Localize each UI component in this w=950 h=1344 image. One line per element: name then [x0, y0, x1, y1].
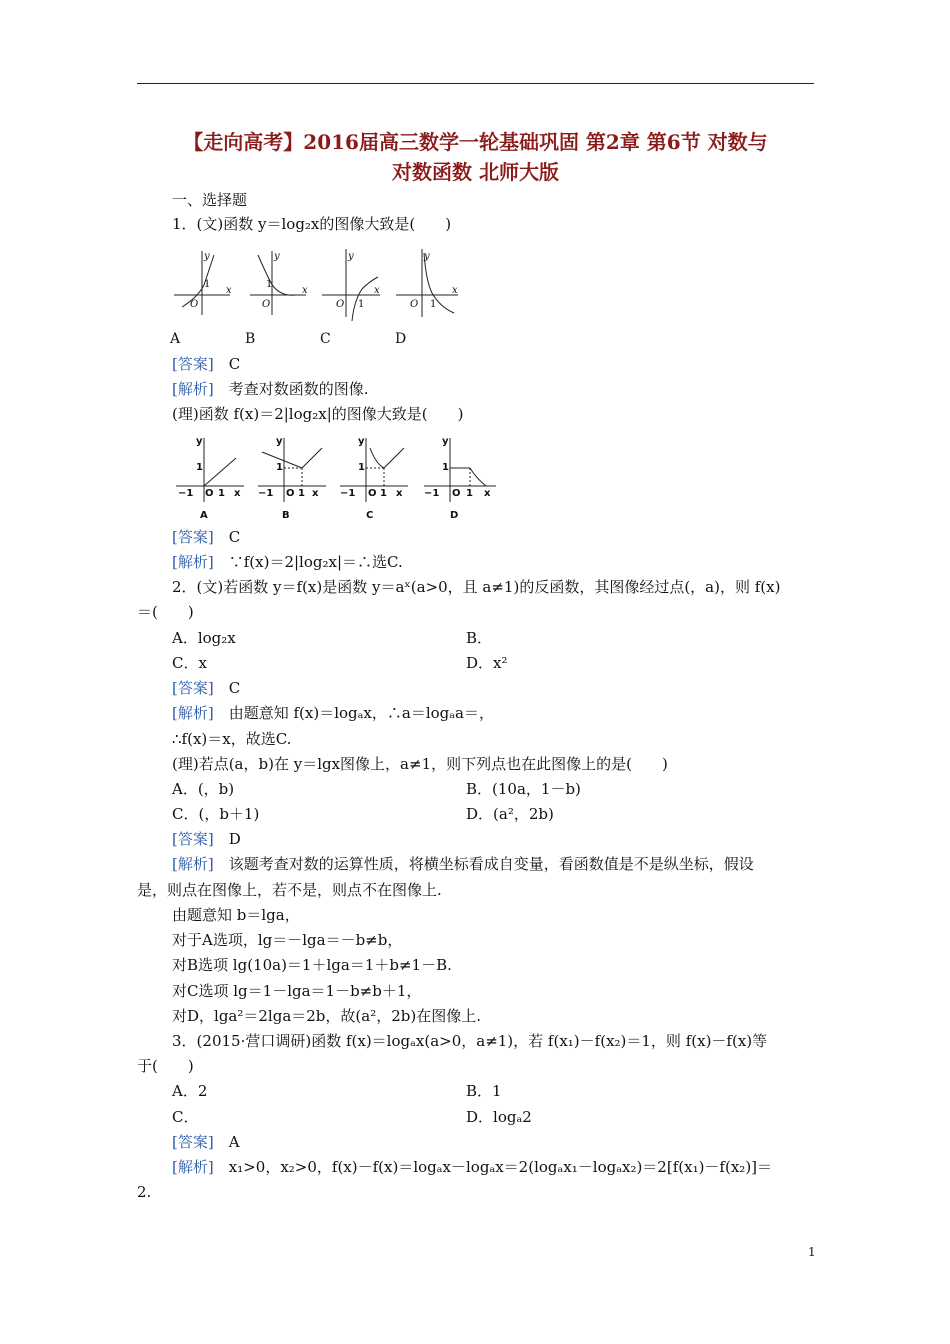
svg-text:O: O: [336, 299, 345, 310]
q1-answer: C: [228, 355, 241, 373]
q2-li-analysis-6: 对C选项 lg＝1－lga＝1－b≠b＋1，: [172, 982, 422, 1000]
q1-li-analysis: ∵f(x)＝2|log₂x|＝∴选C.: [228, 553, 403, 571]
svg-text:x: x: [452, 285, 458, 296]
q2-analysis-2: ∴f(x)＝x，故选C.: [172, 730, 292, 748]
q1-li-answer-tag: [答案]: [172, 528, 214, 546]
q1-answer-tag: [答案]: [172, 355, 214, 373]
svg-text:O: O: [205, 488, 214, 499]
q3-stem-1: 3．(2015·营口调研)函数 f(x)＝logₐx(a>0，a≠1)，若 f(x₁)－f(x₂)＝1，则 f(x)－f(x)等: [172, 1032, 768, 1050]
svg-text:x: x: [374, 285, 380, 296]
q1-li-answer: C: [228, 528, 241, 546]
q2-analysis-tag: [解析]: [172, 704, 214, 722]
q2-li-answer: D: [228, 830, 241, 848]
q2-option-b: B．: [466, 629, 493, 647]
q2-li-analysis-5: 对B选项 lg(10a)＝1＋lga＝1＋b≠1－B.: [172, 956, 452, 974]
q3-option-d: D．logₐ2: [466, 1108, 532, 1126]
q3-option-a: A．2: [172, 1082, 208, 1100]
q2-stem-1: 2．(文)若函数 y＝f(x)是函数 y＝aˣ(a>0，且 a≠1)的反函数，其图像经过点(，a)，则 f(x): [172, 578, 781, 596]
q2-answer-tag: [答案]: [172, 679, 214, 697]
q2-li-analysis-1: 该题考查对数的运算性质，将横坐标看成自变量，看函数值是不是纵坐标，假设: [228, 855, 754, 873]
q3-stem-2: 于( ): [137, 1057, 194, 1075]
svg-text:1: 1: [358, 299, 365, 310]
svg-text:x: x: [226, 285, 232, 296]
svg-text:O: O: [452, 488, 461, 499]
q2-li-analysis-2: 是，则点在图像上，若不是，则点不在图像上.: [137, 881, 442, 899]
svg-text:y: y: [276, 436, 283, 447]
svg-text:1: 1: [358, 462, 365, 473]
q2-analysis-1: 由题意知 f(x)＝logₐx，∴a＝logₐa＝，: [228, 704, 494, 722]
q2-option-c: C．x: [172, 654, 207, 672]
svg-text:y: y: [196, 436, 203, 447]
svg-text:−1: −1: [340, 488, 356, 499]
q2-li-option-a: A．(，b): [172, 780, 235, 798]
svg-text:y: y: [442, 436, 449, 447]
svg-text:A: A: [200, 510, 208, 521]
q3-option-c: C．: [172, 1108, 199, 1126]
q1-option-a: A: [170, 331, 181, 347]
header-rule: [137, 83, 814, 84]
svg-text:1: 1: [430, 299, 437, 310]
q2-li-stem: (理)若点(a，b)在 y＝lgx图像上，a≠1，则下列点也在此图像上的是( ): [172, 755, 668, 773]
svg-text:O: O: [286, 488, 295, 499]
q3-answer: A: [228, 1133, 240, 1151]
svg-text:x: x: [396, 488, 403, 499]
q2-li-analysis-4: 对于A选项，lg＝－lga＝－b≠b，: [172, 931, 403, 949]
page-number: 1: [808, 1245, 816, 1259]
q2-li-option-c: C．(，b＋1): [172, 805, 260, 823]
svg-text:y: y: [274, 251, 280, 262]
svg-text:1: 1: [466, 488, 473, 499]
svg-text:x: x: [484, 488, 491, 499]
svg-text:y: y: [204, 251, 210, 262]
svg-text:O: O: [410, 299, 419, 310]
section-heading: 一、选择题: [172, 191, 248, 209]
svg-text:y: y: [348, 251, 354, 262]
svg-text:x: x: [312, 488, 319, 499]
q3-analysis-2: 2.: [137, 1183, 152, 1201]
q1-analysis-tag: [解析]: [172, 380, 214, 398]
q2-li-answer-tag: [答案]: [172, 830, 214, 848]
svg-text:B: B: [282, 510, 290, 521]
svg-text:y: y: [424, 251, 430, 262]
svg-text:1: 1: [218, 488, 225, 499]
svg-text:y: y: [358, 436, 365, 447]
q2-stem-2: ＝( ): [137, 603, 194, 621]
svg-text:1: 1: [204, 279, 211, 290]
q1-li-stem: (理)函数 f(x)＝2|log₂x|的图像大致是( ): [172, 405, 464, 423]
svg-text:−1: −1: [178, 488, 194, 499]
svg-text:O: O: [190, 299, 199, 310]
doc-title-line2: 对数函数 北师大版: [392, 160, 559, 184]
q2-li-analysis-tag: [解析]: [172, 855, 214, 873]
svg-text:−1: −1: [258, 488, 274, 499]
q2-answer: C: [228, 679, 241, 697]
q1-option-d: D: [395, 331, 407, 347]
svg-text:1: 1: [298, 488, 305, 499]
svg-text:−1: −1: [424, 488, 440, 499]
q2-li-option-d: D．(a²，2b): [466, 805, 554, 823]
q2-option-d: D．x²: [466, 654, 508, 672]
graph-a: [174, 251, 230, 315]
q1-option-c: C: [320, 331, 331, 347]
q1-li-analysis-tag: [解析]: [172, 553, 214, 571]
svg-text:x: x: [234, 488, 241, 499]
q1-analysis: 考查对数函数的图像.: [228, 380, 369, 398]
q2-option-a: A．log₂x: [172, 629, 236, 647]
svg-text:1: 1: [276, 462, 283, 473]
doc-title-line1: 【走向高考】2016届高三数学一轮基础巩固 第2章 第6节 对数与: [183, 130, 768, 154]
q1-li-figure: [172, 430, 502, 524]
q2-li-option-b: B．(10a，1－b): [466, 780, 581, 798]
svg-text:1: 1: [442, 462, 449, 473]
q3-answer-tag: [答案]: [172, 1133, 214, 1151]
q2-li-analysis-7: 对D，lga²＝2lga＝2b，故(a²，2b)在图像上.: [172, 1007, 481, 1025]
q2-li-analysis-3: 由题意知 b＝lga，: [172, 906, 300, 924]
q3-analysis-1: x₁>0，x₂>0，f(x)－f(x)＝logₐx－logₐx＝2(logₐx₁－logₐx₂)＝2[f(x₁)－f(x₂)]＝: [228, 1158, 773, 1176]
q3-option-b: B．1: [466, 1082, 502, 1100]
q1-option-b: B: [245, 331, 256, 347]
svg-text:1: 1: [266, 279, 273, 290]
svg-text:C: C: [366, 510, 374, 521]
q1-wen-figure: [168, 245, 468, 323]
svg-text:O: O: [262, 299, 271, 310]
svg-text:1: 1: [196, 462, 203, 473]
svg-text:O: O: [368, 488, 377, 499]
q3-analysis-tag: [解析]: [172, 1158, 214, 1176]
svg-text:D: D: [450, 510, 459, 521]
q1-stem: 1．(文)函数 y＝log₂x的图像大致是( ): [172, 215, 452, 233]
svg-text:1: 1: [380, 488, 387, 499]
svg-text:x: x: [302, 285, 308, 296]
